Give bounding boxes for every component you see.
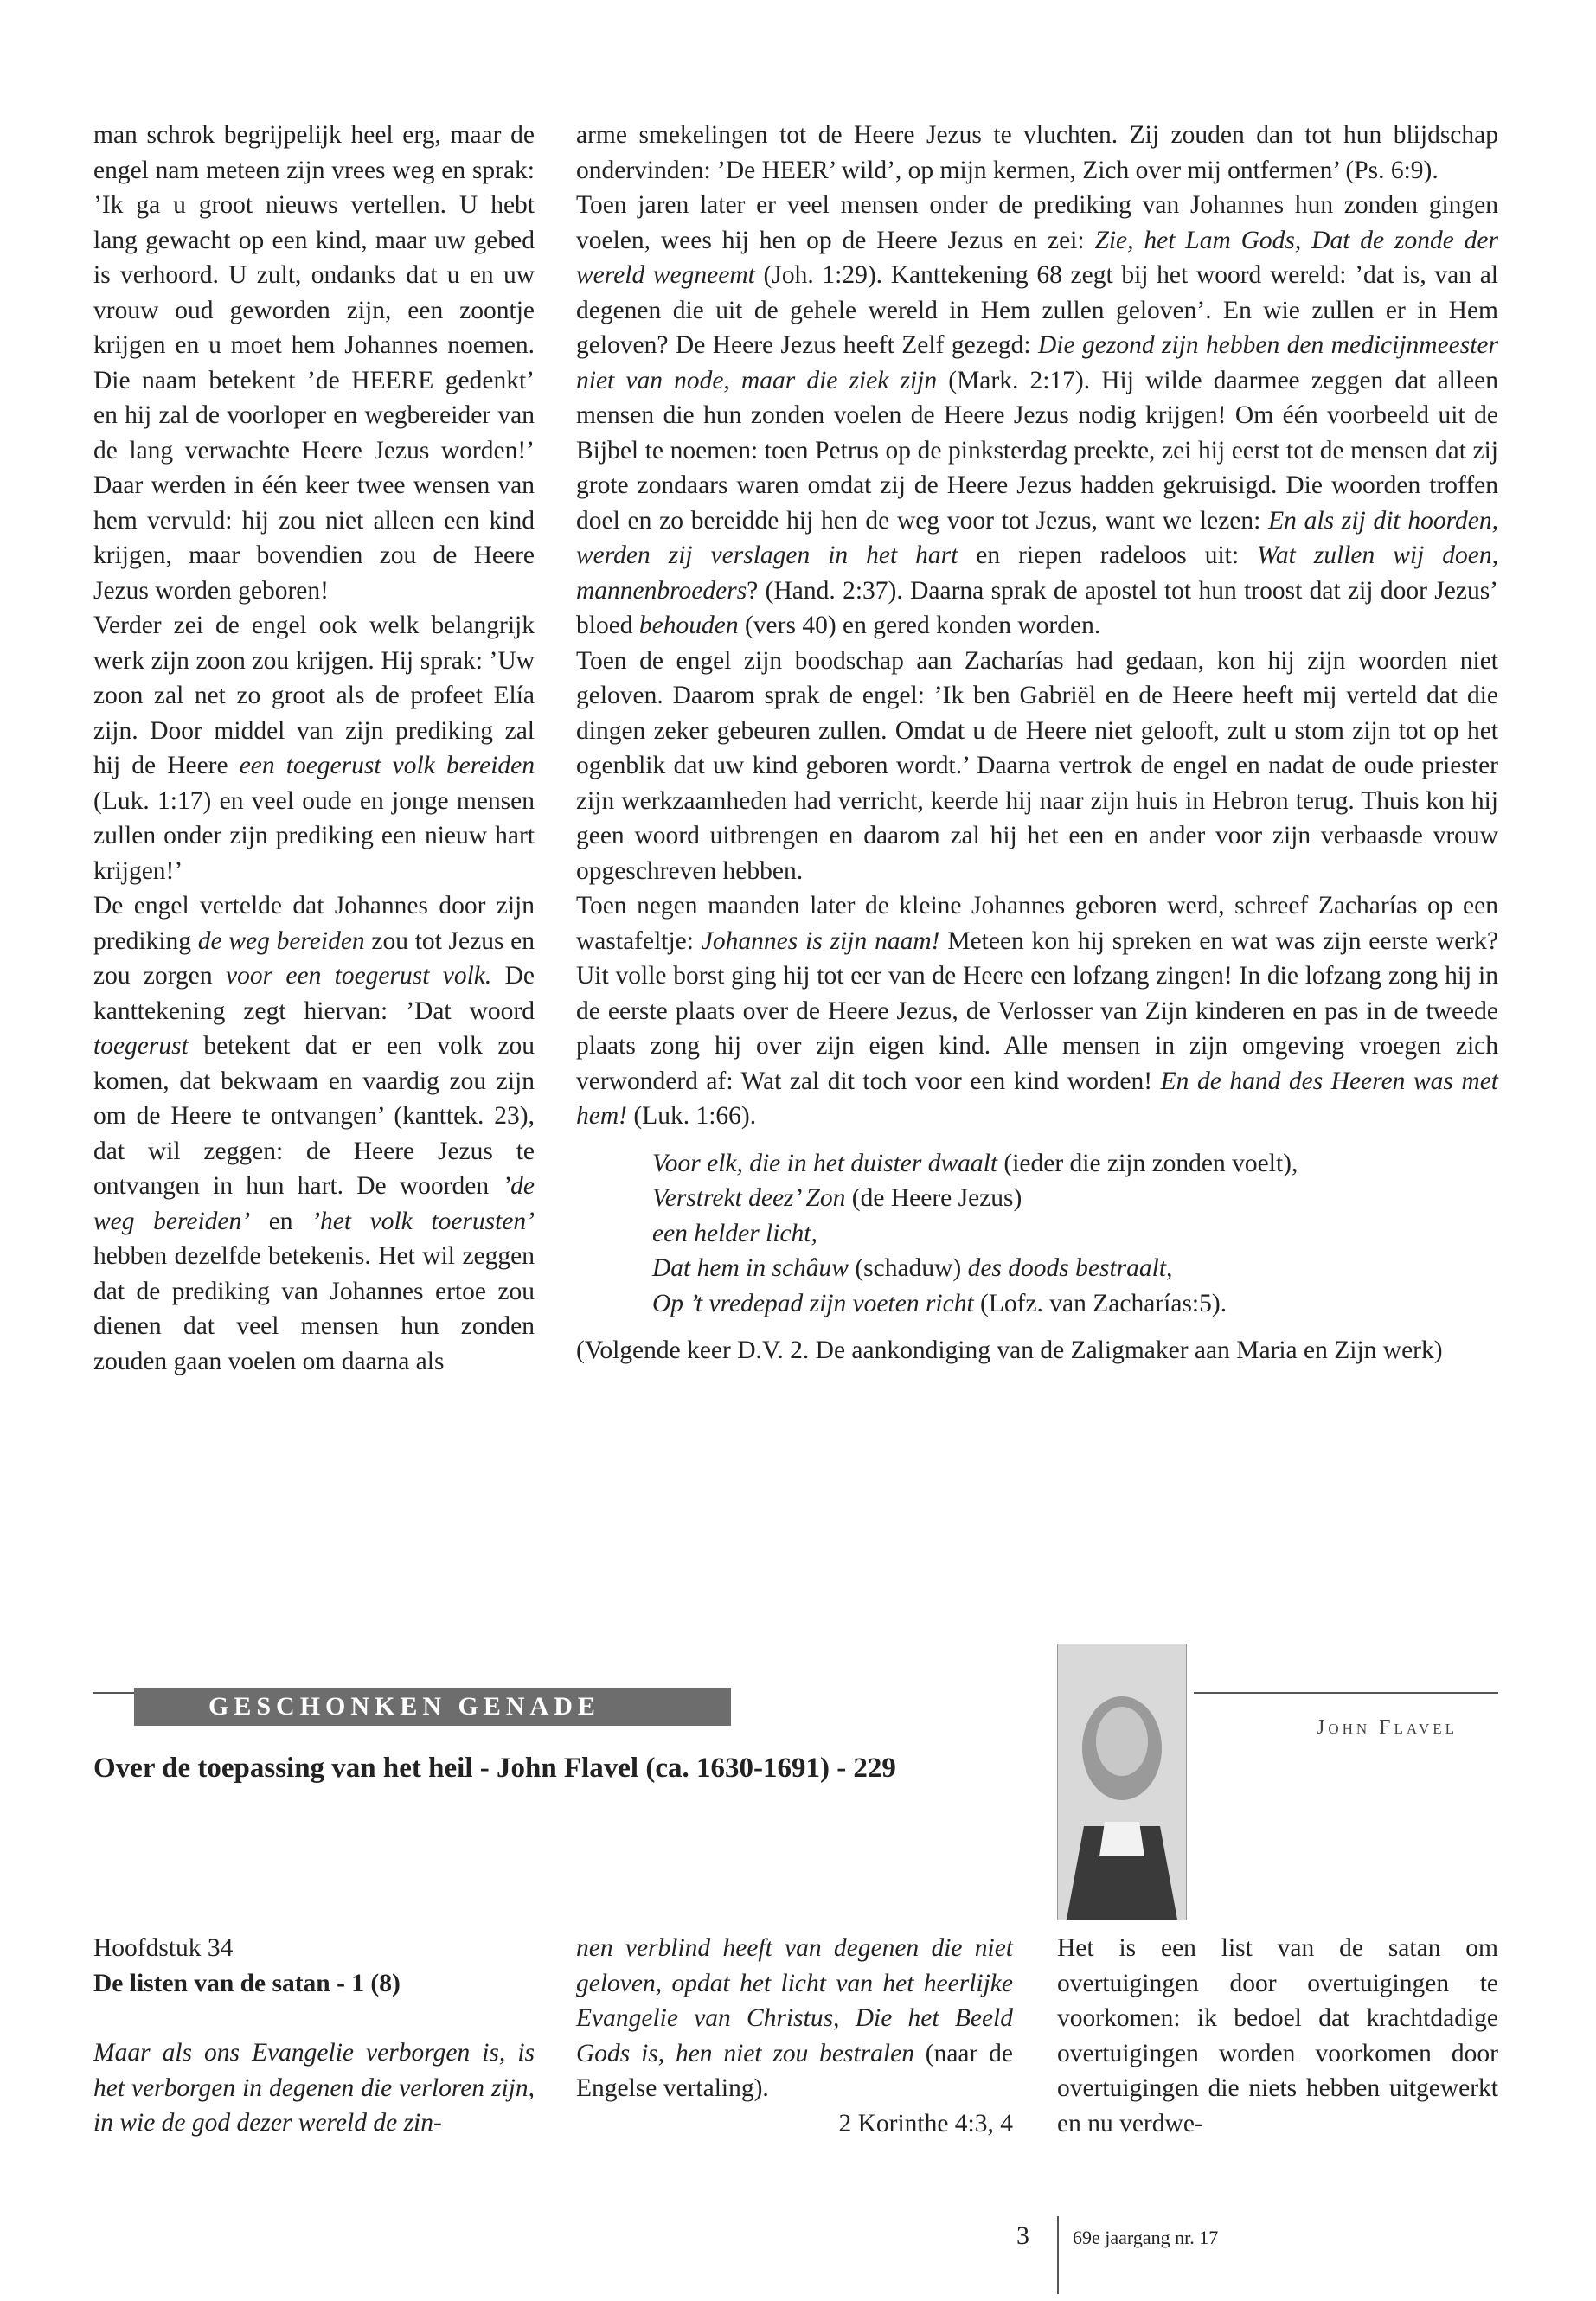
page-number: 3 xyxy=(1016,2221,1029,2250)
scripture-quote: nen verblind heeft van degenen die niet geloven, opdat het licht van het heerlijke Evangelie van Christus, Die het Beeld Gods is, hen niet zou bestralen (naar de Engelse vertaling). xyxy=(576,1934,1013,2102)
chapter-label: Hoofdstuk 34 xyxy=(93,1934,234,1962)
poem-line: Dat hem in schâuw (schaduw) des doods bestraalt, xyxy=(652,1254,1173,1282)
left-text-column xyxy=(93,118,535,1379)
poem-line: Op ’t vredepad zijn voeten richt (Lofz. van Zacharías:5). xyxy=(652,1289,1227,1317)
paragraph: Het is een list van de satan om overtuigingen door overtuigingen te voorkomen: ik bedoel dat krachtdadige overtuigingen worden voorkomen door overtuigingen die niets hebben uitgewerkt en nu verdwe- xyxy=(1057,1934,1498,2138)
paragraph: Toen negen maanden later de kleine Johannes geboren werd, schreef Zacharías op een wastafeltje: Johannes is zijn naam! Meteen kon hij spreken en wat was zijn eerste werk? Uit volle borst ging hij tot eer van de Heere een lofzang zingen! In die lofzang zong hij in de eerste plaats over de Heere Jezus, de Verlosser van Zijn kinderen en pas in de tweede plaats zong hij over zijn eigen kind. Alle mensen in zijn omgeving vroegen zich verwonderd af: Wat zal dit toch voor een kind worden! En de hand des Heeren was met hem! (Luk. 1:66). xyxy=(576,892,1498,1130)
author-rule xyxy=(1194,1692,1498,1694)
poem-line: Verstrekt deez’ Zon (de Heere Jezus) xyxy=(652,1184,1022,1212)
paragraph: Toen de engel zijn boodschap aan Zacharías had gedaan, kon hij zijn woorden niet geloven. Daarom sprak de engel: ’Ik ben Gabriël en de Heere heeft mij verteld dat die dingen zeker gebeuren zullen. Omdat u de Heere niet gelooft, zult u stom zijn tot op het ogenblik dat uw kind geboren wordt.’ Daarna vertrok de engel en nadat de oude priester zijn werkzaamheden had verricht, keerde hij naar zijn huis in Hebron terug. Thuis kon hij geen woord uitbrengen en daarom zal hij het een en ander voor zijn verbaasde vrouw opgeschreven hebben. xyxy=(576,646,1498,885)
bottom-column-1 xyxy=(93,1931,535,2141)
poem-line: een helder licht, xyxy=(652,1219,817,1247)
article-title: Over de toepassing van het heil - John Flavel (ca. 1630-1691) - 229 xyxy=(93,1753,896,1784)
paragraph: (Volgende keer D.V. 2. De aankondiging van de Zaligmaker aan Maria en Zijn werk) xyxy=(576,1336,1443,1364)
section-label: GESCHONKEN GENADE xyxy=(134,1688,731,1726)
paragraph: De engel vertelde dat Johannes door zijn prediking de weg bereiden zou tot Jezus en zou zorgen voor een toegerust volk. De kanttekening zegt hiervan: ’Dat woord toegerust betekent dat er een volk zou komen, dat bekwaam en vaardig zou zijn om de Heere te ontvangen’ (kanttek. 23), dat wil zeggen: de Heere Jezus te ontvangen in hun hart. De woorden ’de weg bereiden’ en ’het volk toerusten’ hebben dezelfde betekenis. Het wil zeggen dat de prediking van Johannes ertoe zou dienen dat veel mensen hun zonden zouden gaan voelen om daarna als xyxy=(93,892,535,1375)
paragraph: Toen jaren later er veel mensen onder de prediking van Johannes hun zonden gingen voelen, wees hij hen op de Heere Jezus en zei: Zie, het Lam Gods, Dat de zonde der wereld wegneemt (Joh. 1:29). Kanttekening 68 zegt bij het woord wereld: ’dat is, van al degenen die uit de gehele wereld in Hem zullen geloven’. En wie zullen er in Hem geloven? De Heere Jezus heeft Zelf gezegd: Die gezond zijn hebben den medicijnmeester niet van node, maar die ziek zijn (Mark. 2:17). Hij wilde daarmee zeggen dat alleen mensen die hun zonden voelen de Heere Jezus nodig krijgen! Om één voorbeeld uit de Bijbel te noemen: toen Petrus op de pinksterdag preekte, zei hij eerst tot de mensen dat zij grote zondaars waren omdat zij de Heere Jezus hadden gekruisigd. Die woorden troffen doel en zo bereidde hij hen de weg voor tot Jezus, want we lezen: En als zij dit hoorden, werden zij verslagen in het hart en riepen radeloos uit: Wat zullen wij doen, mannenbroeders? (Hand. 2:37). Daarna sprak de apostel tot hun troost dat zij door Jezus’ bloed behouden (vers 40) en gered konden worden. xyxy=(576,191,1499,639)
footer-rule xyxy=(1057,2216,1059,2294)
scripture-reference: 2 Korinthe 4:3, 4 xyxy=(838,2109,1013,2138)
bottom-column-2 xyxy=(576,1931,1013,2141)
issue-info: 69e jaargang nr. 17 xyxy=(1073,2227,1219,2248)
chapter-subtitle: De listen van de satan - 1 (8) xyxy=(93,1969,401,1997)
paragraph: man schrok begrijpelijk heel erg, maar de engel nam meteen zijn vrees weg en sprak: ’Ik ga u groot nieuws vertellen. U hebt lang gewacht op een kind, maar uw gebed is verhoord. U zult, ondanks dat u en uw vrouw oud geworden zijn, een zoontje krijgen en u moet hem Johannes noemen. Die naam betekent ’de HEERE gedenkt’ en hij zal de voorloper en wegbereider van de lang verwachte Heere Jezus worden!’ Daar werden in één keer twee wensen van hem vervuld: hij zou niet alleen een kind krijgen, maar bovendien zou de Heere Jezus worden geboren! xyxy=(93,121,535,605)
poem-line: Voor elk, die in het duister dwaalt (ieder die zijn zonden voelt), xyxy=(652,1149,1298,1177)
paragraph: Verder zei de engel ook welk belangrijk werk zijn zoon zou krijgen. Hij sprak: ’Uw zoon zal net zo groot als de profeet Elía zijn. Door middel van zijn prediking zal hij de Heere een toegerust volk bereiden (Luk. 1:17) en veel oude en jonge mensen zullen onder zijn prediking een nieuw hart krijgen!’ xyxy=(93,612,535,885)
poem-block xyxy=(652,1146,1498,1322)
portrait-illustration xyxy=(1058,1644,1186,1920)
right-text-column xyxy=(576,118,1498,1368)
author-label: John Flavel xyxy=(1317,1716,1458,1739)
scripture-quote: Maar als ons Evangelie verborgen is, is het verborgen in degenen die verloren zijn, in wie de god dezer wereld de zin- xyxy=(93,2039,535,2137)
bottom-column-3 xyxy=(1057,1931,1498,2141)
author-portrait xyxy=(1057,1644,1187,1920)
paragraph: arme smekelingen tot de Heere Jezus te vluchten. Zij zouden dan tot hun blijdschap ondervinden: ’De HEER’ wild’, op mijn kermen, Zich over mij ontfermen’ (Ps. 6:9). xyxy=(576,121,1498,184)
